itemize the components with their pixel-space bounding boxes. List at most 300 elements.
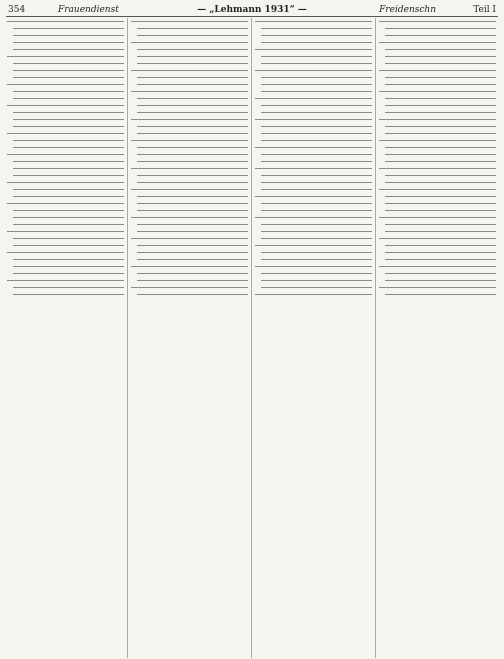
entry-text-line [255,147,372,148]
entry-text-line [385,252,496,253]
directory-entry [378,18,497,25]
column-divider [251,18,252,658]
entry-text-line [385,259,496,260]
entry-text-line [261,287,372,288]
publication-title: — „Lehmann 1931“ — [197,5,307,15]
directory-entry [254,214,373,221]
entry-text-line [137,63,248,64]
entry-text-line [13,42,124,43]
directory-entry [378,207,497,214]
entry-text-line [255,119,372,120]
directory-entry [378,116,497,123]
entry-text-line [7,56,124,57]
entry-text-line [385,182,496,183]
directory-entry [6,186,125,193]
listing-column-3 [254,18,373,658]
entry-text-line [13,161,124,162]
entry-text-line [13,63,124,64]
entry-text-line [255,266,372,267]
directory-entry [254,179,373,186]
entry-text-line [385,98,496,99]
directory-entry [130,109,249,116]
directory-entry [254,249,373,256]
entry-text-line [385,112,496,113]
directory-entry [254,39,373,46]
directory-entry [6,165,125,172]
entry-text-line [13,70,124,71]
entry-text-line [255,98,372,99]
entry-text-line [379,119,496,120]
section-heading-left: Frauendienst [58,5,119,15]
directory-entry [130,95,249,102]
entry-text-line [385,49,496,50]
entry-text-line [261,238,372,239]
directory-entry [254,60,373,67]
directory-entry [130,18,249,25]
entry-text-line [131,287,248,288]
entry-text-line [261,189,372,190]
directory-entry [6,158,125,165]
entry-text-line [131,168,248,169]
entry-text-line [137,245,248,246]
entry-text-line [385,126,496,127]
directory-entry [6,88,125,95]
directory-entry [254,123,373,130]
directory-entry [254,18,373,25]
directory-entry [130,60,249,67]
entry-text-line [13,91,124,92]
directory-entry [378,235,497,242]
entry-text-line [261,28,372,29]
entry-text-line [379,189,496,190]
directory-entry [6,123,125,130]
directory-entry [254,207,373,214]
directory-entry [378,123,497,130]
directory-entry [6,151,125,158]
entry-text-line [255,49,372,50]
directory-entry [378,249,497,256]
directory-entry [378,46,497,53]
directory-entry [254,228,373,235]
directory-entry [6,109,125,116]
entry-text-line [7,21,124,22]
directory-entry [254,25,373,32]
entry-text-line [13,287,124,288]
entry-text-line [137,175,248,176]
directory-entry [378,151,497,158]
entry-text-line [137,182,248,183]
entry-text-line [379,266,496,267]
entry-text-line [137,203,248,204]
directory-entry [254,130,373,137]
entry-text-line [137,56,248,57]
directory-entry [378,242,497,249]
entry-text-line [379,287,496,288]
directory-entry [378,81,497,88]
entry-text-line [261,140,372,141]
directory-entry [130,179,249,186]
entry-text-line [13,49,124,50]
directory-entry [130,32,249,39]
entry-text-line [137,224,248,225]
directory-entry [130,249,249,256]
entry-text-line [385,161,496,162]
entry-text-line [379,91,496,92]
entry-text-line [261,42,372,43]
entry-text-line [13,294,124,295]
entry-text-line [255,196,372,197]
directory-entry [6,95,125,102]
directory-entry [6,249,125,256]
directory-entry [378,95,497,102]
directory-entry [130,130,249,137]
directory-entry [130,214,249,221]
entry-text-line [385,210,496,211]
entry-text-line [261,126,372,127]
directory-entry [378,102,497,109]
directory-entry [6,130,125,137]
directory-entry [130,144,249,151]
directory-entry [130,256,249,263]
entry-text-line [261,56,372,57]
entry-text-line [13,217,124,218]
directory-entry [378,200,497,207]
entry-text-line [255,21,372,22]
entry-text-line [385,245,496,246]
entry-text-line [261,77,372,78]
entry-text-line [137,196,248,197]
directory-entry [378,214,497,221]
directory-entry [254,144,373,151]
section-heading-right: Freidenschn [379,5,436,15]
entry-text-line [13,224,124,225]
entry-text-line [385,84,496,85]
directory-entry [130,221,249,228]
directory-entry [254,53,373,60]
entry-text-line [13,77,124,78]
directory-entry [6,144,125,151]
entry-text-line [137,154,248,155]
directory-entry [6,60,125,67]
entry-text-line [137,28,248,29]
entry-text-line [13,175,124,176]
directory-entry [254,81,373,88]
directory-entry [6,172,125,179]
directory-entry [254,221,373,228]
entry-text-line [385,294,496,295]
directory-entry [378,74,497,81]
directory-entry [378,186,497,193]
directory-entry [130,277,249,284]
entry-text-line [131,21,248,22]
entry-text-line [7,84,124,85]
directory-entry [378,109,497,116]
directory-entry [6,25,125,32]
entry-text-line [379,238,496,239]
directory-entry [130,284,249,291]
directory-entry [254,263,373,270]
directory-entry [6,277,125,284]
entry-text-line [137,273,248,274]
directory-entry [6,116,125,123]
listing-column-2 [130,18,249,658]
entry-text-line [379,21,496,22]
directory-entry [378,60,497,67]
directory-entry [130,151,249,158]
entry-text-line [261,252,372,253]
entry-text-line [385,28,496,29]
directory-entry [130,67,249,74]
directory-entry [254,270,373,277]
entry-text-line [137,98,248,99]
entry-text-line [137,84,248,85]
directory-entry [130,228,249,235]
entry-text-line [131,140,248,141]
directory-entry [130,263,249,270]
listing-column-4 [378,18,497,658]
entry-text-line [7,105,124,106]
entry-text-line [131,266,248,267]
entry-text-line [261,203,372,204]
directory-entry [6,200,125,207]
entry-text-line [13,196,124,197]
entry-text-line [13,238,124,239]
directory-entry [378,25,497,32]
directory-entry [130,123,249,130]
directory-entry [130,172,249,179]
directory-entry [378,284,497,291]
directory-entry [254,109,373,116]
directory-entry [6,137,125,144]
entry-text-line [13,98,124,99]
entry-text-line [131,42,248,43]
directory-entry [254,256,373,263]
directory-entry [6,256,125,263]
directory-entry [254,158,373,165]
entry-text-line [13,35,124,36]
directory-entry [378,228,497,235]
entry-text-line [137,280,248,281]
directory-entry [6,39,125,46]
entry-text-line [13,259,124,260]
entry-text-line [261,273,372,274]
page-number: 354 [8,5,26,15]
listing-column-1 [6,18,125,658]
directory-entry [6,179,125,186]
directory-entry [378,193,497,200]
entry-text-line [385,133,496,134]
directory-entry [130,291,249,298]
directory-entry [6,46,125,53]
entry-text-line [385,63,496,64]
entry-text-line [131,238,248,239]
entry-text-line [13,28,124,29]
directory-entry [254,88,373,95]
entry-text-line [137,49,248,50]
directory-entry [378,221,497,228]
entry-text-line [137,231,248,232]
directory-entry [6,207,125,214]
directory-entry [130,102,249,109]
directory-entry [254,116,373,123]
entry-text-line [13,210,124,211]
entry-text-line [137,252,248,253]
directory-entry [378,165,497,172]
directory-entry [130,165,249,172]
entry-text-line [261,105,372,106]
directory-entry [254,172,373,179]
column-divider [375,18,376,658]
directory-entry [130,53,249,60]
directory-entry [6,263,125,270]
entry-text-line [7,231,124,232]
directory-entry [378,130,497,137]
entry-text-line [385,231,496,232]
directory-entry [254,277,373,284]
directory-entry [254,32,373,39]
directory-entry [378,144,497,151]
entry-text-line [137,112,248,113]
entry-text-line [261,280,372,281]
entry-text-line [7,133,124,134]
directory-entry [378,158,497,165]
entry-text-line [261,154,372,155]
entry-text-line [261,161,372,162]
part-label: Teil I [473,5,496,15]
entry-text-line [13,189,124,190]
directory-entry [254,284,373,291]
entry-text-line [379,140,496,141]
directory-entry [378,53,497,60]
entry-text-line [379,168,496,169]
directory-entry [378,67,497,74]
directory-entry [254,151,373,158]
entry-text-line [385,77,496,78]
entry-text-line [261,63,372,64]
entry-text-line [261,35,372,36]
directory-entry [6,291,125,298]
directory-entry [6,284,125,291]
entry-text-line [261,84,372,85]
entry-text-line [379,42,496,43]
entry-text-line [137,126,248,127]
directory-entry [130,193,249,200]
directory-entry [254,193,373,200]
entry-text-line [137,77,248,78]
directory-entry [254,291,373,298]
entry-text-line [255,217,372,218]
directory-entry [378,179,497,186]
entry-text-line [137,105,248,106]
entry-text-line [385,273,496,274]
entry-text-line [385,154,496,155]
directory-entry [6,74,125,81]
directory-entry [6,228,125,235]
entry-text-line [131,119,248,120]
entry-text-line [385,280,496,281]
directory-entry [378,137,497,144]
entry-text-line [13,147,124,148]
entry-text-line [261,175,372,176]
entry-text-line [13,266,124,267]
directory-entry [6,32,125,39]
directory-entry [378,172,497,179]
directory-entry [6,18,125,25]
directory-entry [130,39,249,46]
directory-entry [6,214,125,221]
entry-text-line [255,294,372,295]
entry-text-line [261,224,372,225]
directory-entry [254,186,373,193]
entry-text-line [385,35,496,36]
directory-entry [6,102,125,109]
entry-text-line [255,70,372,71]
directory-entry [254,67,373,74]
entry-text-line [385,175,496,176]
entry-text-line [7,252,124,253]
directory-entry [6,67,125,74]
directory-entry [130,46,249,53]
directory-entry [130,116,249,123]
directory-entry [254,74,373,81]
directory-entry [378,32,497,39]
entry-text-line [255,245,372,246]
directory-entry [378,39,497,46]
directory-entry [6,221,125,228]
entry-text-line [131,189,248,190]
directory-entry [254,165,373,172]
entry-text-line [261,231,372,232]
entry-text-line [137,259,248,260]
directory-entry [6,53,125,60]
entry-text-line [13,126,124,127]
entry-text-line [261,210,372,211]
directory-entry [130,137,249,144]
entry-text-line [131,217,248,218]
directory-entry [130,158,249,165]
directory-entry [378,291,497,298]
entry-text-line [261,182,372,183]
entry-text-line [13,119,124,120]
directory-entry [6,242,125,249]
entry-text-line [137,210,248,211]
entry-text-line [13,140,124,141]
directory-entry [6,193,125,200]
entry-text-line [261,91,372,92]
directory-entry [130,235,249,242]
entry-text-line [137,161,248,162]
entry-text-line [385,147,496,148]
column-divider [127,18,128,658]
entry-text-line [385,203,496,204]
directory-entry [378,270,497,277]
entry-text-line [7,280,124,281]
entry-text-line [255,168,372,169]
directory-entry [6,81,125,88]
directory-entry [254,137,373,144]
directory-entry [254,242,373,249]
directory-entry [130,186,249,193]
entry-text-line [261,259,372,260]
entry-text-line [137,35,248,36]
directory-entry [130,81,249,88]
directory-entry [254,46,373,53]
entry-text-line [385,224,496,225]
directory-entry [254,235,373,242]
directory-entry [130,207,249,214]
directory-entry [130,74,249,81]
page-header [6,4,498,17]
